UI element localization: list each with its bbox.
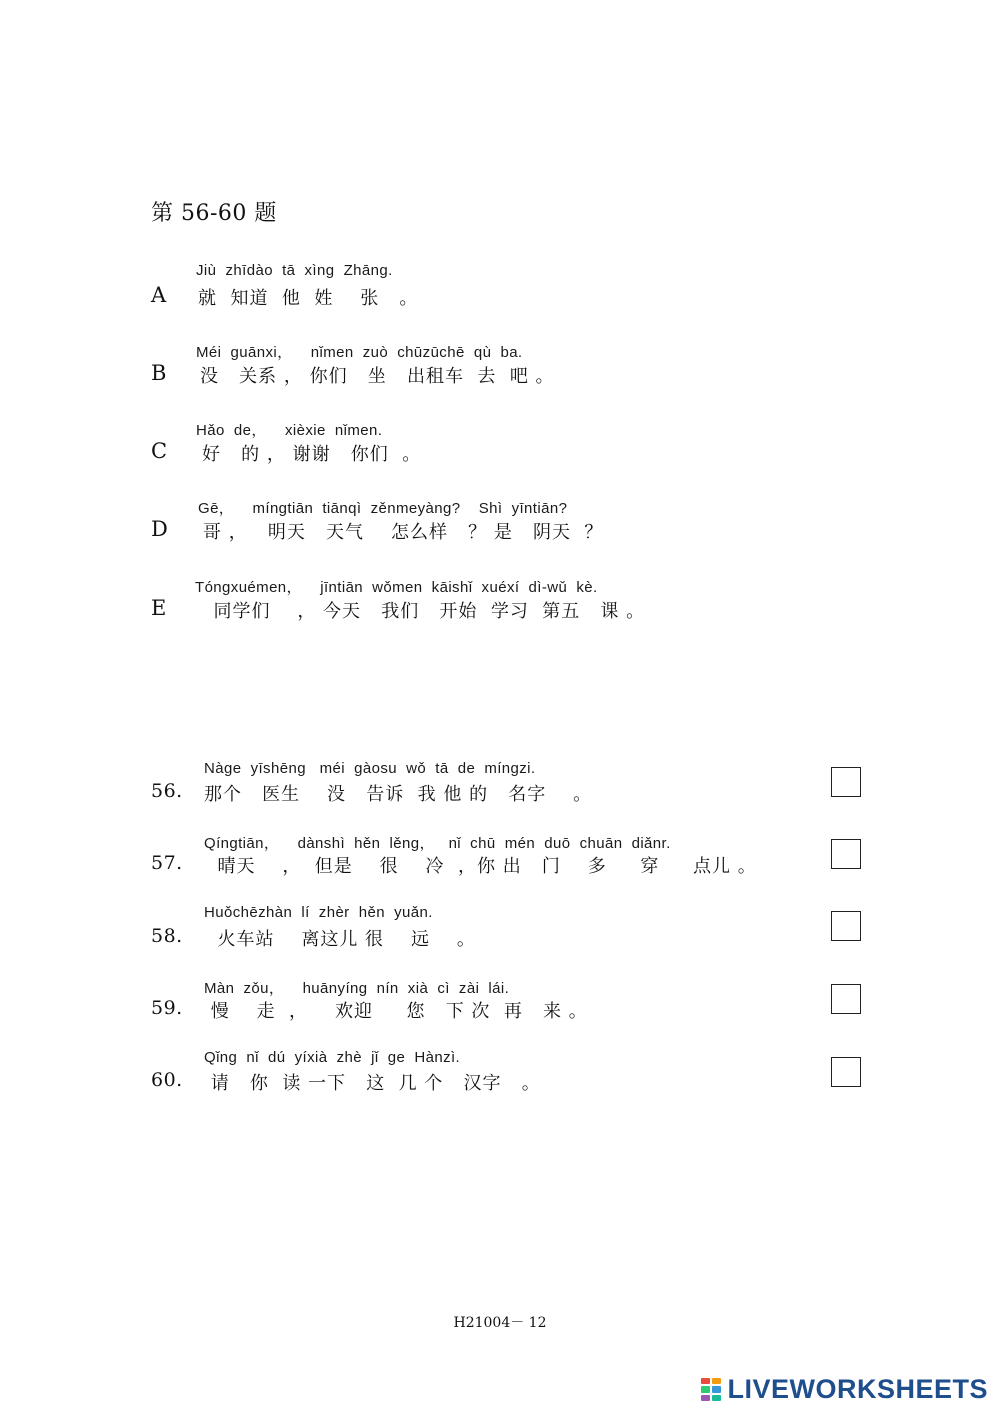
option-letter: E xyxy=(151,596,167,620)
logo-mark-cell xyxy=(701,1386,710,1393)
question-pinyin: Nàge yīshēng méi gàosu wǒ tā de míngzi. xyxy=(204,760,536,777)
logo-mark-cell xyxy=(712,1378,721,1385)
question-hanzi: 慢 走 ， 欢迎 您 下 次 再 来 。 xyxy=(204,1001,588,1022)
question-hanzi: 晴天 ， 但是 很 冷 ，你 出 门 多 穿 点儿 。 xyxy=(204,856,757,877)
question-hanzi: 火车站 离这儿 很 远 。 xyxy=(204,929,476,950)
question-pinyin: Màn zǒu， huānyíng nín xià cì zài lái. xyxy=(204,980,510,997)
option-letter: A xyxy=(151,283,167,307)
answer-box-60[interactable] xyxy=(831,1057,861,1087)
page-footer: H21004－ 12 xyxy=(453,1315,547,1331)
option-pinyin: Gē， míngtiān tiānqì zěnmeyàng? Shì yīntiān? xyxy=(198,500,568,517)
option-hanzi: 同学们 ， 今天 我们 开始 学习 第五 课 。 xyxy=(200,601,646,622)
question-number: 58. xyxy=(151,925,183,947)
answer-box-56[interactable] xyxy=(831,767,861,797)
option-hanzi: 好 的 ， 谢谢 你们 。 xyxy=(202,444,422,465)
question-pinyin: Qǐng nǐ dú yíxià zhè jǐ ge Hànzì. xyxy=(204,1049,461,1066)
logo-text: LIVEWORKSHEETS xyxy=(727,1374,988,1404)
question-pinyin: Huǒchēzhàn lí zhèr hěn yuǎn. xyxy=(204,904,433,921)
option-letter: C xyxy=(151,439,168,463)
question-hanzi: 请 你 读 一下 这 几 个 汉字 。 xyxy=(204,1073,541,1094)
logo-mark-cell xyxy=(701,1395,710,1402)
option-pinyin: Jiù zhīdào tā xìng Zhāng. xyxy=(196,262,393,279)
option-pinyin: Méi guānxi， nǐmen zuò chūzūchē qù ba. xyxy=(196,344,523,361)
option-letter: D xyxy=(151,517,168,541)
option-hanzi: 没 关系 ， 你们 坐 出租车 去 吧 。 xyxy=(200,366,555,387)
option-hanzi: 哥 ， 明天 天气 怎么样 ？ 是 阴天 ？ xyxy=(203,522,604,543)
question-pinyin: Qíngtiān， dànshì hěn lěng， nǐ chū mén duō chuān diǎnr. xyxy=(204,835,671,852)
section-heading: 第 56-60 题 xyxy=(151,201,277,226)
logo-mark-cell xyxy=(712,1386,721,1393)
question-number: 57. xyxy=(151,852,183,874)
answer-box-59[interactable] xyxy=(831,984,861,1014)
logo-mark-icon xyxy=(701,1378,721,1402)
question-number: 59. xyxy=(151,997,183,1019)
answer-box-57[interactable] xyxy=(831,839,861,869)
liveworksheets-logo[interactable] xyxy=(701,1374,988,1405)
logo-mark-cell xyxy=(701,1378,710,1385)
option-pinyin: Tóngxuémen， jīntiān wǒmen kāishǐ xuéxí dì-wǔ kè. xyxy=(195,579,598,596)
option-hanzi: 就 知道 他 姓 张 。 xyxy=(198,288,419,309)
answer-box-58[interactable] xyxy=(831,911,861,941)
question-number: 56. xyxy=(151,780,183,802)
logo-mark-cell xyxy=(712,1395,721,1402)
option-pinyin: Hǎo de， xièxie nǐmen. xyxy=(196,422,383,439)
question-number: 60. xyxy=(151,1069,183,1091)
option-letter: B xyxy=(151,361,167,385)
question-hanzi: 那个 医生 没 告诉 我 他 的 名字 。 xyxy=(204,784,593,805)
